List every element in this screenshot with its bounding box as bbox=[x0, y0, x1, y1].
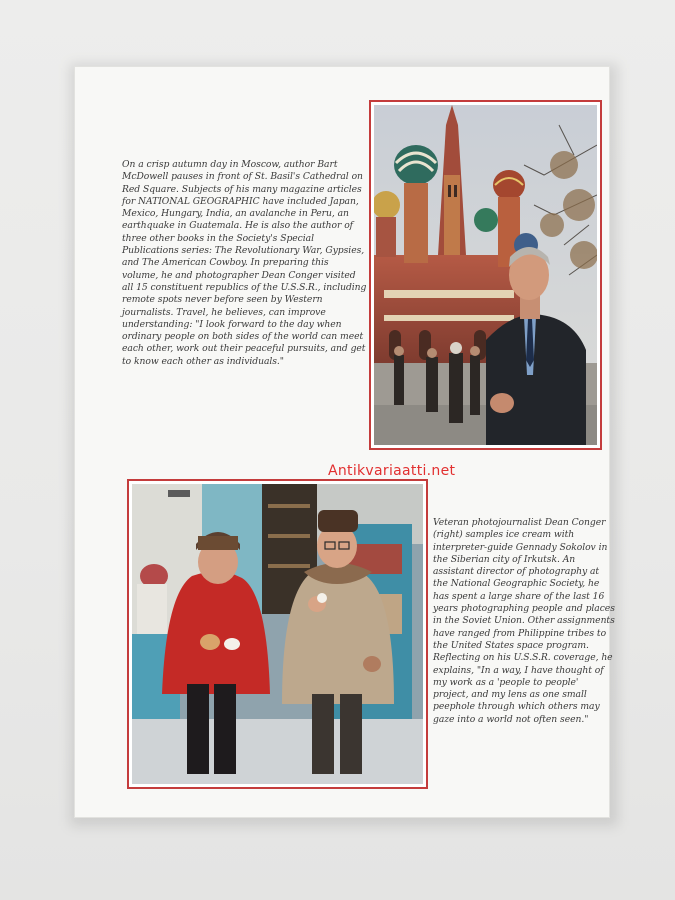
photographer-caption: Veteran photojournalist Dean Conger (right) samples ice cream with interpreter-guide Gennady Sokolov in the Siberian city of Irkutsk. An assistant director of photography at the National Geographic Society, he has spent a large share of the last 16 years photographing people and places in the Soviet Union. Other assignments have ranged from Philippine tribes to the United States space program. Reflecting on his U.S.S.R. coverage, he explains, "In a way, I have thought of my work as a 'people to people' project, and my lens as one small peephole through which others may gaze into a world not often seen." bbox=[433, 517, 615, 725]
author-photo-st-basils bbox=[374, 105, 597, 445]
book-back-cover bbox=[74, 66, 615, 818]
watermark-text: Antikvariaatti.net bbox=[328, 463, 456, 479]
photographer-photo-irkutsk bbox=[132, 484, 423, 784]
photographer-photo-frame bbox=[127, 479, 428, 789]
author-photo-frame bbox=[369, 100, 602, 450]
author-caption: On a crisp autumn day in Moscow, author Bart McDowell pauses in front of St. Basil's Cathedral on Red Square. Subjects of his many magazine articles for NATIONAL GEOGRAPHIC have included Japan, Mexico, Hungary, India, an avalanche in Peru, an earthquake in Guatemala. He is also the author of three other books in the Society's Special Publications series: The Revolutionary War, Gypsies, and The American Cowboy. In preparing this volume, he and photographer Dean Conger visited all 15 constituent republics of the U.S.S.R., including remote spots never before seen by Western journalists. Travel, he believes, can improve understanding: "I look forward to the day when ordinary people on both sides of the world can meet each other, work out their peaceful pursuits, and get to know each other as individuals." bbox=[122, 159, 367, 367]
